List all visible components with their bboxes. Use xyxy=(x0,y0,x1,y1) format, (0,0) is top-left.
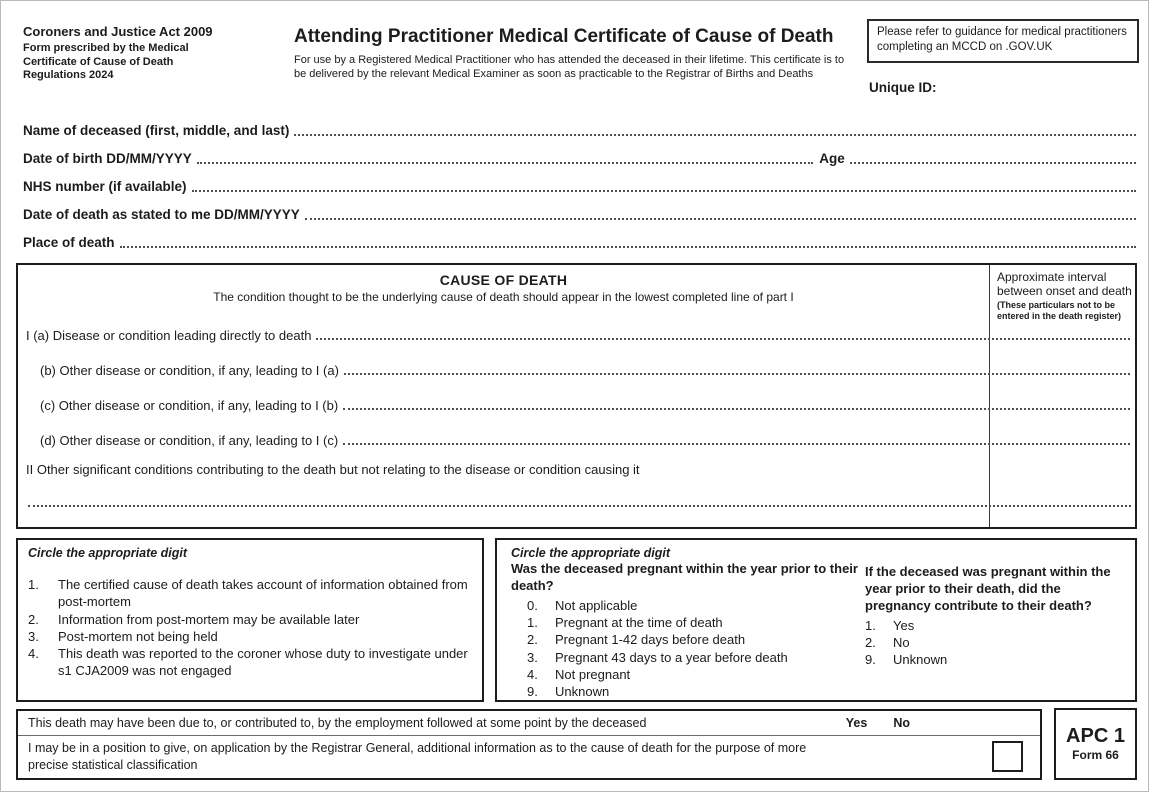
interval-header-text: Approximate interval between onset and death xyxy=(997,270,1132,299)
guidance-note-box xyxy=(867,19,1139,63)
pm-option-1 xyxy=(28,576,472,611)
cause-1c-field[interactable] xyxy=(343,408,1130,410)
employment-statement: This death may have been due to, or contributed to, by the employment followed at some point by the deceased xyxy=(28,716,647,730)
statistical-checkbox[interactable] xyxy=(992,741,1023,772)
cause-row-1b xyxy=(26,358,1130,378)
pm-option-2-text: Information from post-mortem may be available later xyxy=(58,611,360,627)
interval-header-note: (These particulars not to be entered in the death register) xyxy=(997,299,1122,322)
pregnancy-q2-question: If the deceased was pregnant within the year prior to their death, did the pregnancy contribute to their death? xyxy=(865,564,1111,613)
pregnancy-q2-options xyxy=(865,617,1127,669)
cause-row-1c xyxy=(26,393,1130,413)
age-field[interactable] xyxy=(850,162,1136,164)
act-subtitle: Form prescribed by the Medical Certificate of Cause of Death Regulations 2024 xyxy=(23,41,189,82)
pm-option-1-digit[interactable]: 1. xyxy=(28,577,39,592)
q1-option-4-digit[interactable]: 4. xyxy=(527,666,538,682)
cause-1b-label: (b) Other disease or condition, if any, leading to I (a) xyxy=(40,362,339,378)
cause-of-death-header xyxy=(18,272,989,304)
q1-option-9-text: Unknown xyxy=(555,684,610,700)
pm-option-3-text: Post-mortem not being held xyxy=(58,628,218,644)
date-of-birth-field[interactable] xyxy=(197,162,813,164)
q1-option-1 xyxy=(527,614,863,631)
q2-option-9-digit[interactable]: 9. xyxy=(865,652,876,668)
deceased-details-section xyxy=(23,111,1136,251)
date-of-death-label: Date of death as stated to me DD/MM/YYYY xyxy=(23,207,300,223)
pm-option-4 xyxy=(28,645,472,680)
post-mortem-box xyxy=(16,538,484,702)
q2-option-2 xyxy=(865,634,1127,651)
cause-part2-label: II Other significant conditions contributing to the death but not relating to the disease or condition causing it xyxy=(26,462,640,477)
pm-option-3 xyxy=(28,628,472,645)
pm-option-4-digit[interactable]: 4. xyxy=(28,646,39,662)
cause-row-1a xyxy=(26,323,1130,343)
cause-1d-field[interactable] xyxy=(343,443,1130,445)
place-of-death-label: Place of death xyxy=(23,235,115,251)
nhs-number-row xyxy=(23,167,1136,195)
q1-option-2-digit[interactable]: 2. xyxy=(527,632,538,648)
q1-option-0-digit[interactable]: 0. xyxy=(527,597,538,613)
q1-option-1-text: Pregnant at the time of death xyxy=(555,615,723,631)
q2-option-9-text: Unknown xyxy=(893,652,948,668)
employment-yes-option[interactable]: Yes xyxy=(845,716,868,730)
q1-option-0 xyxy=(527,597,863,614)
employment-row xyxy=(18,711,1040,736)
cause-of-death-subtitle: The condition thought to be the underlying cause of death should appear in the lowest completed line of part I xyxy=(213,290,794,304)
form-title-block xyxy=(294,27,856,81)
q1-option-4-text: Not pregnant xyxy=(555,666,631,682)
q1-option-3 xyxy=(527,649,863,666)
statistical-statement: I may be in a position to give, on application by the Registrar General, additional information as to the cause of death for the purpose of more precise statistical classification xyxy=(28,741,807,772)
name-of-deceased-label: Name of deceased (first, middle, and last) xyxy=(23,123,290,139)
form-code: APC 1 xyxy=(1066,725,1125,747)
place-of-death-field[interactable] xyxy=(120,246,1136,248)
age-label: Age xyxy=(819,151,845,167)
cause-1c-label: (c) Other disease or condition, if any, leading to I (b) xyxy=(40,397,339,413)
form-number: Form 66 xyxy=(1072,748,1119,762)
q1-option-4 xyxy=(527,666,863,683)
guidance-note-text: Please refer to guidance for medical practitioners completing an MCCD on .GOV.UK xyxy=(877,26,1127,53)
cause-row-1d xyxy=(26,428,1130,448)
q2-option-2-digit[interactable]: 2. xyxy=(865,634,876,650)
q1-option-2 xyxy=(527,631,863,648)
pm-option-1-text: The certified cause of death takes account of information obtained from post-mortem xyxy=(58,577,468,610)
pm-option-4-text: This death was reported to the coroner whose duty to investigate under s1 CJA2009 was not engaged xyxy=(58,646,468,679)
q1-option-2-text: Pregnant 1-42 days before death xyxy=(555,632,746,648)
declarations-box xyxy=(16,709,1042,780)
form-code-box xyxy=(1054,708,1137,780)
pm-instruction: Circle the appropriate digit xyxy=(28,546,188,560)
pm-option-list xyxy=(28,576,472,680)
cause-1a-label: I (a) Disease or condition leading directly to death xyxy=(26,327,312,343)
pm-option-2-digit[interactable]: 2. xyxy=(28,611,39,627)
q2-option-1-text: Yes xyxy=(893,617,915,633)
pm-option-2 xyxy=(28,611,472,628)
date-of-death-field[interactable] xyxy=(305,218,1136,220)
cause-of-death-title: CAUSE OF DEATH xyxy=(439,272,568,288)
name-of-deceased-row xyxy=(23,111,1136,139)
q2-option-2-text: No xyxy=(893,634,910,650)
q1-option-9 xyxy=(527,683,863,700)
unique-id-label: Unique ID: xyxy=(869,80,937,95)
q2-option-9 xyxy=(865,651,1127,668)
interval-column-header xyxy=(997,270,1135,322)
nhs-number-field[interactable] xyxy=(192,190,1136,192)
q1-option-0-text: Not applicable xyxy=(555,597,638,613)
q1-option-9-digit[interactable]: 9. xyxy=(527,684,538,700)
date-of-death-row xyxy=(23,195,1136,223)
q1-option-3-digit[interactable]: 3. xyxy=(527,649,538,665)
q1-option-3-text: Pregnant 43 days to a year before death xyxy=(555,649,788,665)
employment-no-option[interactable]: No xyxy=(893,716,910,730)
cause-1b-field[interactable] xyxy=(344,373,1130,375)
cause-part2-field[interactable] xyxy=(28,505,1131,507)
place-of-death-row xyxy=(23,223,1136,251)
legal-reference-block xyxy=(23,25,213,83)
nhs-number-label: NHS number (if available) xyxy=(23,179,187,195)
pregnancy-q2-column xyxy=(865,563,1127,669)
pregnancy-box xyxy=(495,538,1137,702)
date-of-birth-label: Date of birth DD/MM/YYYY xyxy=(23,151,192,167)
pregnancy-q1-options xyxy=(511,597,863,701)
statistical-row xyxy=(18,736,1040,778)
cause-of-death-box xyxy=(16,263,1137,529)
q2-option-1 xyxy=(865,617,1127,634)
q2-option-1-digit[interactable]: 1. xyxy=(865,617,876,633)
pregnancy-q1-column xyxy=(511,546,863,700)
act-title: Coroners and Justice Act 2009 xyxy=(23,24,213,39)
cause-1a-field[interactable] xyxy=(316,338,1130,340)
q1-option-1-digit[interactable]: 1. xyxy=(527,615,538,631)
cause-1d-label: (d) Other disease or condition, if any, leading to I (c) xyxy=(40,432,339,448)
pregnancy-q1-question: Was the deceased pregnant within the year prior to their death? xyxy=(511,561,858,593)
page-subtitle: For use by a Registered Medical Practitioner who has attended the deceased in their lifetime. This certificate is to be delivered by the relevant Medical Examiner as soon as practicable to the Registrar of Births and Deaths xyxy=(294,53,845,81)
pregnancy-instruction: Circle the appropriate digit xyxy=(511,546,671,560)
page-title: Attending Practitioner Medical Certificate of Cause of Death xyxy=(294,26,834,47)
pm-option-3-digit[interactable]: 3. xyxy=(28,628,39,644)
name-of-deceased-field[interactable] xyxy=(294,134,1136,136)
date-of-birth-row xyxy=(23,139,1136,167)
